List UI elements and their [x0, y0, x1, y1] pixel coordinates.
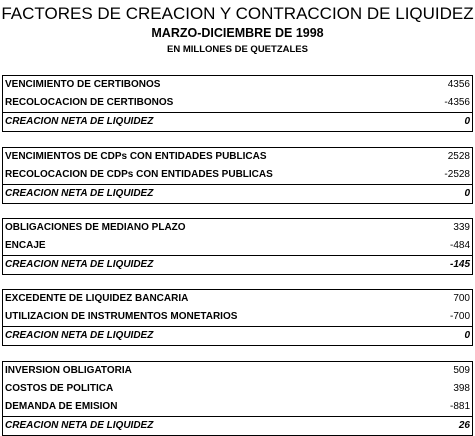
- section-cdps-entidades-publicas: [2, 147, 473, 204]
- total-label: CREACION NETA DE LIQUIDEZ: [5, 330, 154, 341]
- row-value: -881: [449, 401, 470, 412]
- section-certibonos: [2, 75, 473, 132]
- page-title: FACTORES DE CREACION Y CONTRACCION DE LIQUIDEZ: [1, 4, 474, 23]
- table-row: [3, 148, 472, 166]
- period-subtitle: MARZO-DICIEMBRE DE 1998: [151, 26, 324, 40]
- row-value: -4356: [444, 97, 470, 108]
- row-label: RECOLOCACION DE CERTIBONOS: [5, 97, 174, 108]
- row-label: RECOLOCACION DE CDPs CON ENTIDADES PUBLICAS: [5, 169, 273, 180]
- section-inversion-obligatoria: [2, 361, 473, 436]
- row-value: 2528: [447, 151, 470, 162]
- table-row: [3, 166, 472, 184]
- row-value: -484: [449, 240, 470, 251]
- row-value: 4356: [447, 79, 470, 90]
- total-label: CREACION NETA DE LIQUIDEZ: [5, 116, 154, 127]
- total-value: 0: [464, 116, 470, 127]
- table-row: [3, 237, 472, 255]
- section-obligaciones-mediano-plazo: [2, 218, 473, 275]
- total-value: 0: [464, 188, 470, 199]
- total-label: CREACION NETA DE LIQUIDEZ: [5, 420, 154, 431]
- table-row: [3, 380, 472, 398]
- row-label: OBLIGACIONES DE MEDIANO PLAZO: [5, 222, 186, 233]
- total-value: 26: [458, 420, 470, 431]
- total-row: [3, 326, 472, 345]
- row-label: VENCIMIENTOS DE CDPs CON ENTIDADES PUBLICAS: [5, 151, 267, 162]
- row-value: 700: [453, 293, 470, 304]
- total-row: [3, 112, 472, 131]
- row-value: 398: [453, 383, 470, 394]
- total-row: [3, 255, 472, 274]
- total-label: CREACION NETA DE LIQUIDEZ: [5, 259, 154, 270]
- section-excedente-liquidez: [2, 289, 473, 346]
- table-row: [3, 219, 472, 237]
- total-row: [3, 184, 472, 203]
- total-label: CREACION NETA DE LIQUIDEZ: [5, 188, 154, 199]
- row-value: 339: [453, 222, 470, 233]
- row-label: VENCIMIENTO DE CERTIBONOS: [5, 79, 161, 90]
- table-row: [3, 362, 472, 380]
- row-label: UTILIZACION DE INSTRUMENTOS MONETARIOS: [5, 311, 238, 322]
- row-label: DEMANDA DE EMISION: [5, 401, 118, 412]
- table-row: [3, 398, 472, 416]
- row-value: -700: [449, 311, 470, 322]
- row-value: 509: [453, 365, 470, 376]
- total-row: [3, 416, 472, 435]
- table-row: [3, 76, 472, 94]
- row-label: ENCAJE: [5, 240, 46, 251]
- row-label: EXCEDENTE DE LIQUIDEZ BANCARIA: [5, 293, 189, 304]
- row-value: -2528: [444, 169, 470, 180]
- row-label: COSTOS DE POLITICA: [5, 383, 114, 394]
- total-value: 0: [464, 330, 470, 341]
- table-row: [3, 308, 472, 326]
- row-label: INVERSION OBLIGATORIA: [5, 365, 132, 376]
- total-value: -145: [449, 259, 470, 270]
- table-row: [3, 94, 472, 112]
- units-label: EN MILLONES DE QUETZALES: [167, 44, 308, 55]
- table-row: [3, 290, 472, 308]
